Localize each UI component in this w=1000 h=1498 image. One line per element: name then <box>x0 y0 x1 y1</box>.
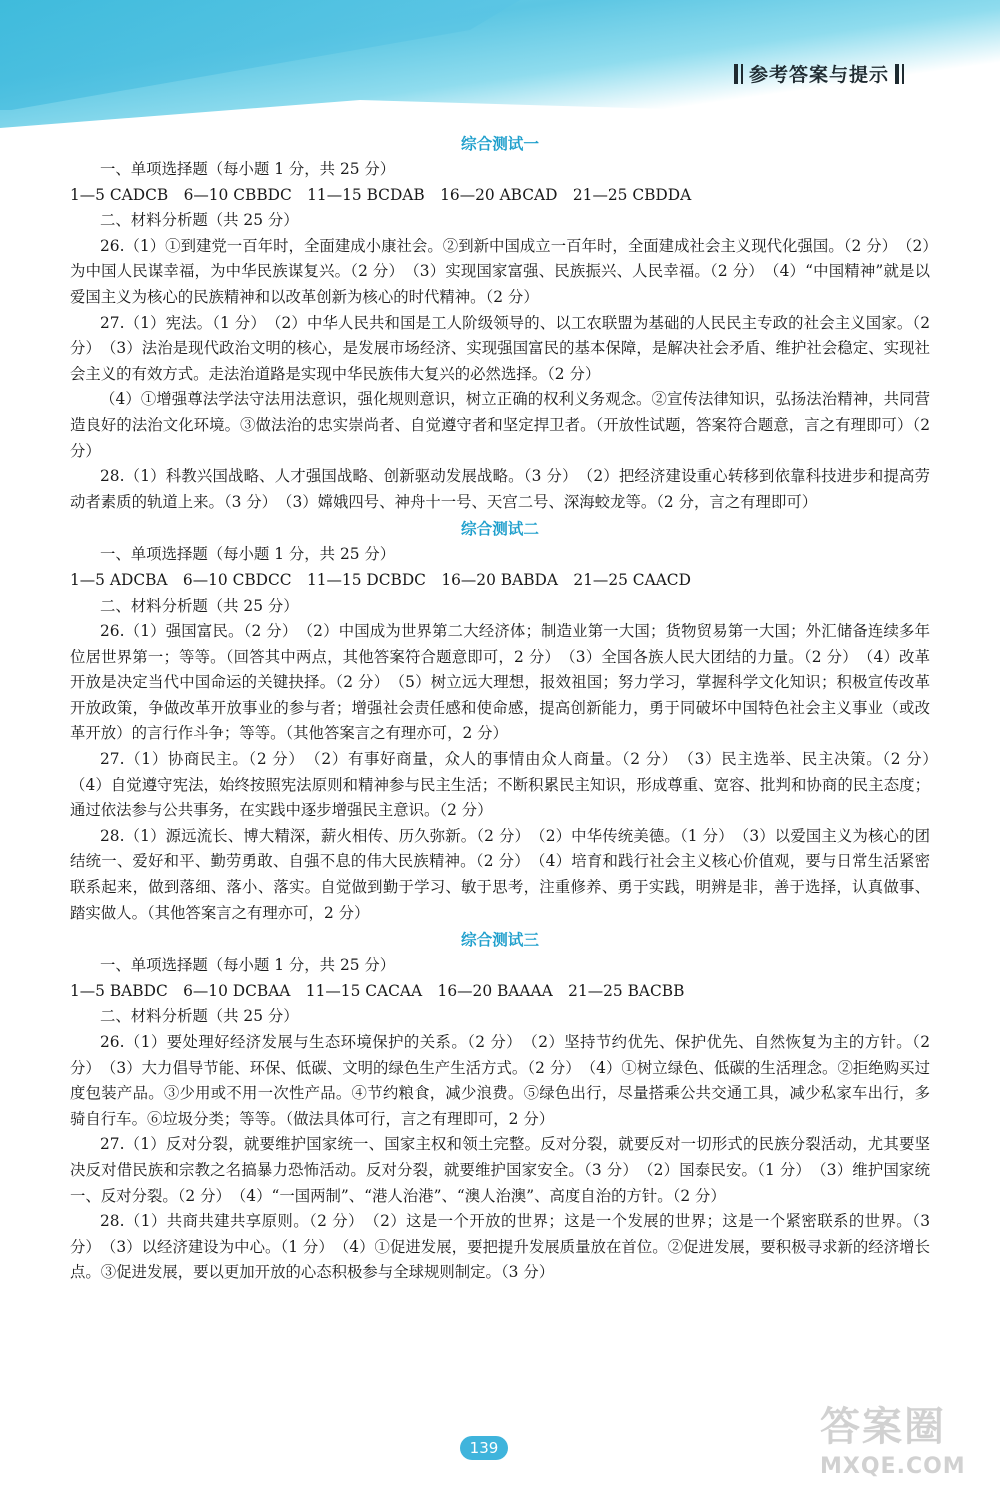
answer-paragraph: 28.（1）科教兴国战略、人才强国战略、创新驱动发展战略。（3 分） （2）把经济建设重心转移到依靠科技进步和提高劳动者素质的轨道上来。（3 分） （3）嫦娥四号、神舟十一号、天宫二号、深海蛟龙等。（2 分，言之有理即可） <box>70 467 930 511</box>
answer-paragraph: 27.（1）反对分裂，就要维护国家统一、国家主权和领土完整。反对分裂，就要反对一切形式的民族分裂活动，尤其要坚决反对借民族和宗教之名搞暴力恐怖活动。反对分裂，就要维护国家安全。（3 分） （2）国泰民安。（1 分） （3）维护国家统一、反对分裂。（2 分） （4）“一国两制”、“港人治港”、“澳人治澳”、高度自治的方针。（2 分） <box>70 1135 930 1205</box>
question-type-label: 二、材料分析题（共 25 分） <box>100 596 299 615</box>
page-number: 139 <box>460 1436 508 1460</box>
answer-paragraph: 28.（1）共商共建共享原则。（2 分） （2）这是一个开放的世界；这是一个发展的世界；这是一个紧密联系的世界。（3 分） （3）以经济建设为中心。（1 分） （4）①促进发展，要把提升发展质量放在首位。②促进发展，要积极寻求新的经济增长点。③促进发展，要以更加开放的心态积极参与全球规则制定。（3 分） <box>70 1212 930 1282</box>
section-title: 综合测试三 <box>461 931 539 950</box>
answer-paragraph: 26.（1）强国富民。（2 分） （2）中国成为世界第二大经济体；制造业第一大国；货物贸易第一大国；外汇储备连续多年位居世界第一；等等。（回答其中两点，其他答案符合题意即可，2 分） （3）全国各族人民大团结的力量。（2 分） （4）改革开放是决定当代中国命运的关键抉择。（2 分） （5）树立远大理想，报效祖国；努力学习，掌握科学文化知识；积极宣传改革开放政策，争做改革开放事业的参与者；增强社会责任感和使命感，提高创新能力，勇于同破坏中国特色社会主义事业（或改革开放）的言行作斗争；等等。（其他答案言之有理亦可，2 分） <box>70 622 930 743</box>
header-tag-text: 参考答案与提示 <box>748 64 889 86</box>
section-title: 综合测试一 <box>461 135 539 153</box>
question-type-label: 二、材料分析题（共 25 分） <box>100 211 299 230</box>
watermark-bottom: MXQE.COM <box>820 1454 966 1479</box>
section-title: 综合测试二 <box>461 520 539 539</box>
choice-answers: 1—5 CADCB 6—10 CBBDC 11—15 BCDAB 16—20 ABCAD 21—25 CBDDA <box>70 185 692 204</box>
answer-paragraph: 26.（1）要处理好经济发展与生态环境保护的关系。（2 分） （2）坚持节约优先、保护优先、自然恢复为主的方针。（2 分） （3）大力倡导节能、环保、低碳、文明的绿色生产生活方式。（2 分） （4）①树立绿色、低碳的生活理念。②拒绝购买过度包装产品。③少用或不用一次性产品。④节约粮食，减少浪费。⑤绿色出行，尽量搭乘公共交通工具，减少私家车出行，多骑自行车。⑥垃圾分类；等等。（做法具体可行，言之有理即可，2 分） <box>70 1033 930 1128</box>
header-tag <box>728 60 910 87</box>
question-type-label: 一、单项选择题（每小题 1 分，共 25 分） <box>100 956 396 975</box>
watermark-top: 答案圈 <box>820 1404 946 1450</box>
answer-paragraph: 28.（1）源远流长、博大精深，薪火相传、历久弥新。（2 分） （2）中华传统美德。（1 分） （3）以爱国主义为核心的团结统一、爱好和平、勤劳勇敢、自强不息的伟大民族精神。（2 分） （4）培育和践行社会主义核心价值观，要与日常生活紧密联系起来，做到落细、落小、落实。自觉做到勤于学习、敏于思考，注重修养、勇于实践，明辨是非，善于选择，认真做事、踏实做人。（其他答案言之有理亦可，2 分） <box>70 826 930 922</box>
question-type-label: 二、材料分析题（共 25 分） <box>100 1007 299 1026</box>
answer-paragraph: 27.（1）协商民主。（2 分） （2）有事好商量，众人的事情由众人商量。（2 分） （3）民主选举、民主决策。（2 分） （4）自觉遵守宪法，始终按照宪法原则和精神参与民主生活；不断积累民主知识，形成尊重、宽容、批判和协商的民主态度；通过依法参与公共事务，在实践中逐步增强民主意识。（2 分） <box>70 750 946 820</box>
question-type-label: 一、单项选择题（每小题 1 分，共 25 分） <box>100 545 396 564</box>
answer-paragraph: 27.（1）宪法。（1 分） （2）中华人民共和国是工人阶级领导的、以工农联盟为基础的人民民主专政的社会主义国家。（2 分） （3）法治是现代政治文明的核心，是发展市场经济、实现强国富民的基本保障，是解决社会矛盾、维护社会稳定、实现社会主义的有效方式。走法治道路是实现中华民族伟大复兴的必然选择。（2 分） <box>70 313 930 383</box>
watermark-logo <box>820 1402 990 1494</box>
answer-paragraph: （4）①增强尊法学法守法用法意识，强化规则意识，树立正确的权利义务观念。②宣传法律知识，弘扬法治精神，共同营造良好的法治文化环境。③做法治的忠实崇尚者、自觉遵守者和坚定捍卫者。（开放性试题，答案符合题意，言之有理即可）（2 分） <box>70 390 930 460</box>
question-type-label: 一、单项选择题（每小题 1 分，共 25 分） <box>100 160 396 178</box>
answer-paragraph: 26.（1）①到建党一百年时，全面建成小康社会。②到新中国成立一百年时，全面建成社会主义现代化强国。（2 分） （2）为中国人民谋幸福，为中华民族谋复兴。（2 分） （3）实现国家富强、民族振兴、人民幸福。（2 分） （4）“中国精神”就是以爱国主义为核心的民族精神和以改革创新为核心的时代精神。（2 分） <box>70 236 930 306</box>
answer-content <box>70 130 946 1286</box>
choice-answers: 1—5 ADCBA 6—10 CBDCC 11—15 DCBDC 16—20 BABDA 21—25 CAACD <box>70 570 691 589</box>
choice-answers: 1—5 BABDC 6—10 DCBAA 11—15 CACAA 16—20 BAAAA 21—25 BACBB <box>70 981 685 1000</box>
